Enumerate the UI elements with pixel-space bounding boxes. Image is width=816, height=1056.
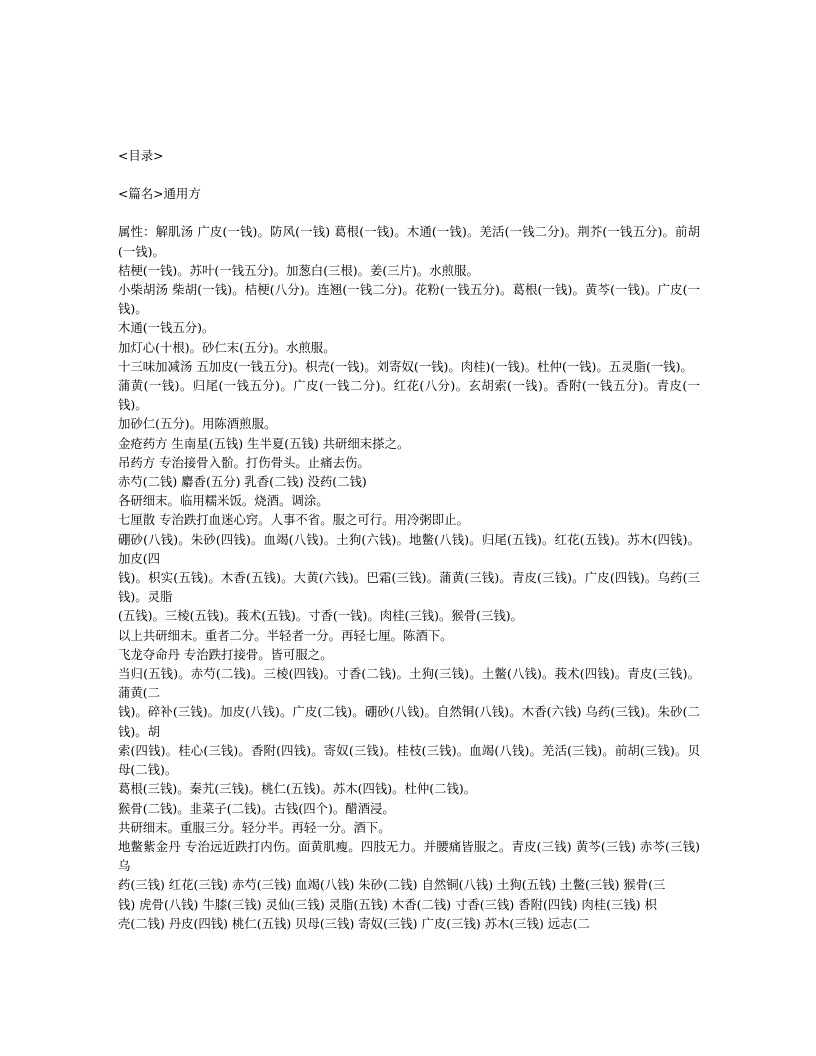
chapter-heading: <篇名>通用方 (118, 186, 201, 202)
text-line: 以上共研细末。重者二分。半轻者一分。再轻七厘。陈酒下。 (118, 627, 453, 643)
text-line: 当归(五钱)。赤芍(二钱)。三棱(四钱)。寸香(二钱)。土狗(三钱)。土鳖(八钱)。莪术(四钱)。青皮(三钱)。蒲黄(二 (118, 666, 700, 701)
text-line: 地鳖紫金丹 专治远近跌打内伤。面黄肌瘦。四肢无力。并腰痛皆服之。青皮(三钱) 黄芩(三钱) 赤芩(三钱) 乌 (118, 838, 700, 874)
spacer (118, 203, 700, 222)
text-line: 钱)。碎补(三钱)。加皮(八钱)。广皮(二钱)。硼砂(八钱)。自然铜(八钱)。木香(六钱) 乌药(三钱)。朱砂(二钱)。胡 (118, 704, 700, 739)
text-line: 小柴胡汤 柴胡(一钱)。桔梗(八分)。连翘(一钱二分)。花粉(一钱五分)。葛根(一钱)。黄芩(一钱)。广皮(一钱)。 (118, 282, 700, 317)
text-line: 桔梗(一钱)。苏叶(一钱五分)。加葱白(三根)。姜(三片)。水煎服。 (118, 262, 479, 278)
document-body (118, 222, 700, 933)
text-line: 蒲黄(一钱)。归尾(一钱五分)。广皮(一钱二分)。红花(八分)。玄胡索(一钱)。香附(一钱五分)。青皮(一钱)。 (118, 378, 700, 413)
text-line: 飞龙夺命丹 专治跌打接骨。皆可服之。 (118, 646, 333, 662)
text-line: 赤芍(二钱) 麝香(五分) 乳香(二钱) 没药(二钱) (118, 474, 367, 490)
text-line: 药(三钱) 红花(三钱) 赤芍(三钱) 血竭(八钱) 朱砂(二钱) 自然铜(八钱) 土狗(五钱) 土鳖(三钱) 猴骨(三 (118, 877, 666, 893)
text-line: 葛根(三钱)。秦艽(三钱)。桃仁(五钱)。苏木(四钱)。杜仲(二钱)。 (118, 781, 477, 797)
text-line: 十三味加减汤 五加皮(一钱五分)。枳壳(一钱)。刘寄奴(一钱)。肉桂)(一钱)。杜仲(一钱)。五灵脂(一钱)。 (118, 358, 693, 374)
toc-heading: <目录> (118, 148, 164, 163)
text-line: 七厘散 专治跌打血迷心窍。人事不省。服之可行。用冷粥即止。 (118, 512, 469, 528)
text-line: 共研细末。重服三分。轻分半。再轻一分。酒下。 (118, 819, 391, 835)
document-page (118, 146, 700, 933)
text-line: 猴骨(二钱)。韭菜子(二钱)。古钱(四个)。醋酒浸。 (118, 800, 395, 816)
text-line: 加砂仁(五分)。用陈酒煎服。 (118, 416, 277, 432)
text-line: 硼砂(八钱)。朱砂(四钱)。血竭(八钱)。土狗(六钱)。地鳖(八钱)。归尾(五钱)。红花(五钱)。苏木(四钱)。加皮(四 (118, 531, 700, 566)
text-line: 索(四钱)。桂心(三钱)。香附(四钱)。寄奴(三钱)。桂枝(三钱)。血竭(八钱)。羌活(三钱)。前胡(三钱)。贝母(二钱)。 (118, 742, 700, 778)
text-line: 钱) 虎骨(八钱) 牛膝(三钱) 灵仙(三钱) 灵脂(五钱) 木香(二钱) 寸香(三钱) 香附(四钱) 肉桂(三钱) 枳 (118, 896, 657, 912)
text-line: 属性：解肌汤 广皮(一钱)。防风(一钱) 葛根(一钱)。木通(一钱)。羌活(一钱二分)。荆芥(一钱五分)。前胡(一钱)。 (118, 224, 700, 259)
text-line: (五钱)。三棱(五钱)。莪术(五钱)。寸香(一钱)。肉桂(三钱)。猴骨(三钱)。 (118, 608, 523, 624)
text-line: 木通(一钱五分)。 (118, 320, 215, 336)
spacer (118, 165, 700, 184)
text-line: 吊药方 专治接骨入骱。打伤骨头。止痛去伤。 (118, 454, 370, 470)
text-line: 加灯心(十根)。砂仁末(五分)。水煎服。 (118, 339, 336, 355)
text-line: 钱)。枳实(五钱)。木香(五钱)。大黄(六钱)。巴霜(三钱)。蒲黄(三钱)。青皮(三钱)。广皮(四钱)。乌药(三钱)。灵脂 (118, 570, 700, 605)
text-line: 壳(二钱) 丹皮(四钱) 桃仁(五钱) 贝母(三钱) 寄奴(三钱) 广皮(三钱) 苏木(三钱) 远志(二 (118, 915, 590, 931)
text-line: 各研细末。临用糯米饭。烧酒。调涂。 (118, 493, 329, 509)
text-line: 金疮药方 生南星(五钱) 生半夏(五钱) 共研细末搽之。 (118, 435, 410, 451)
